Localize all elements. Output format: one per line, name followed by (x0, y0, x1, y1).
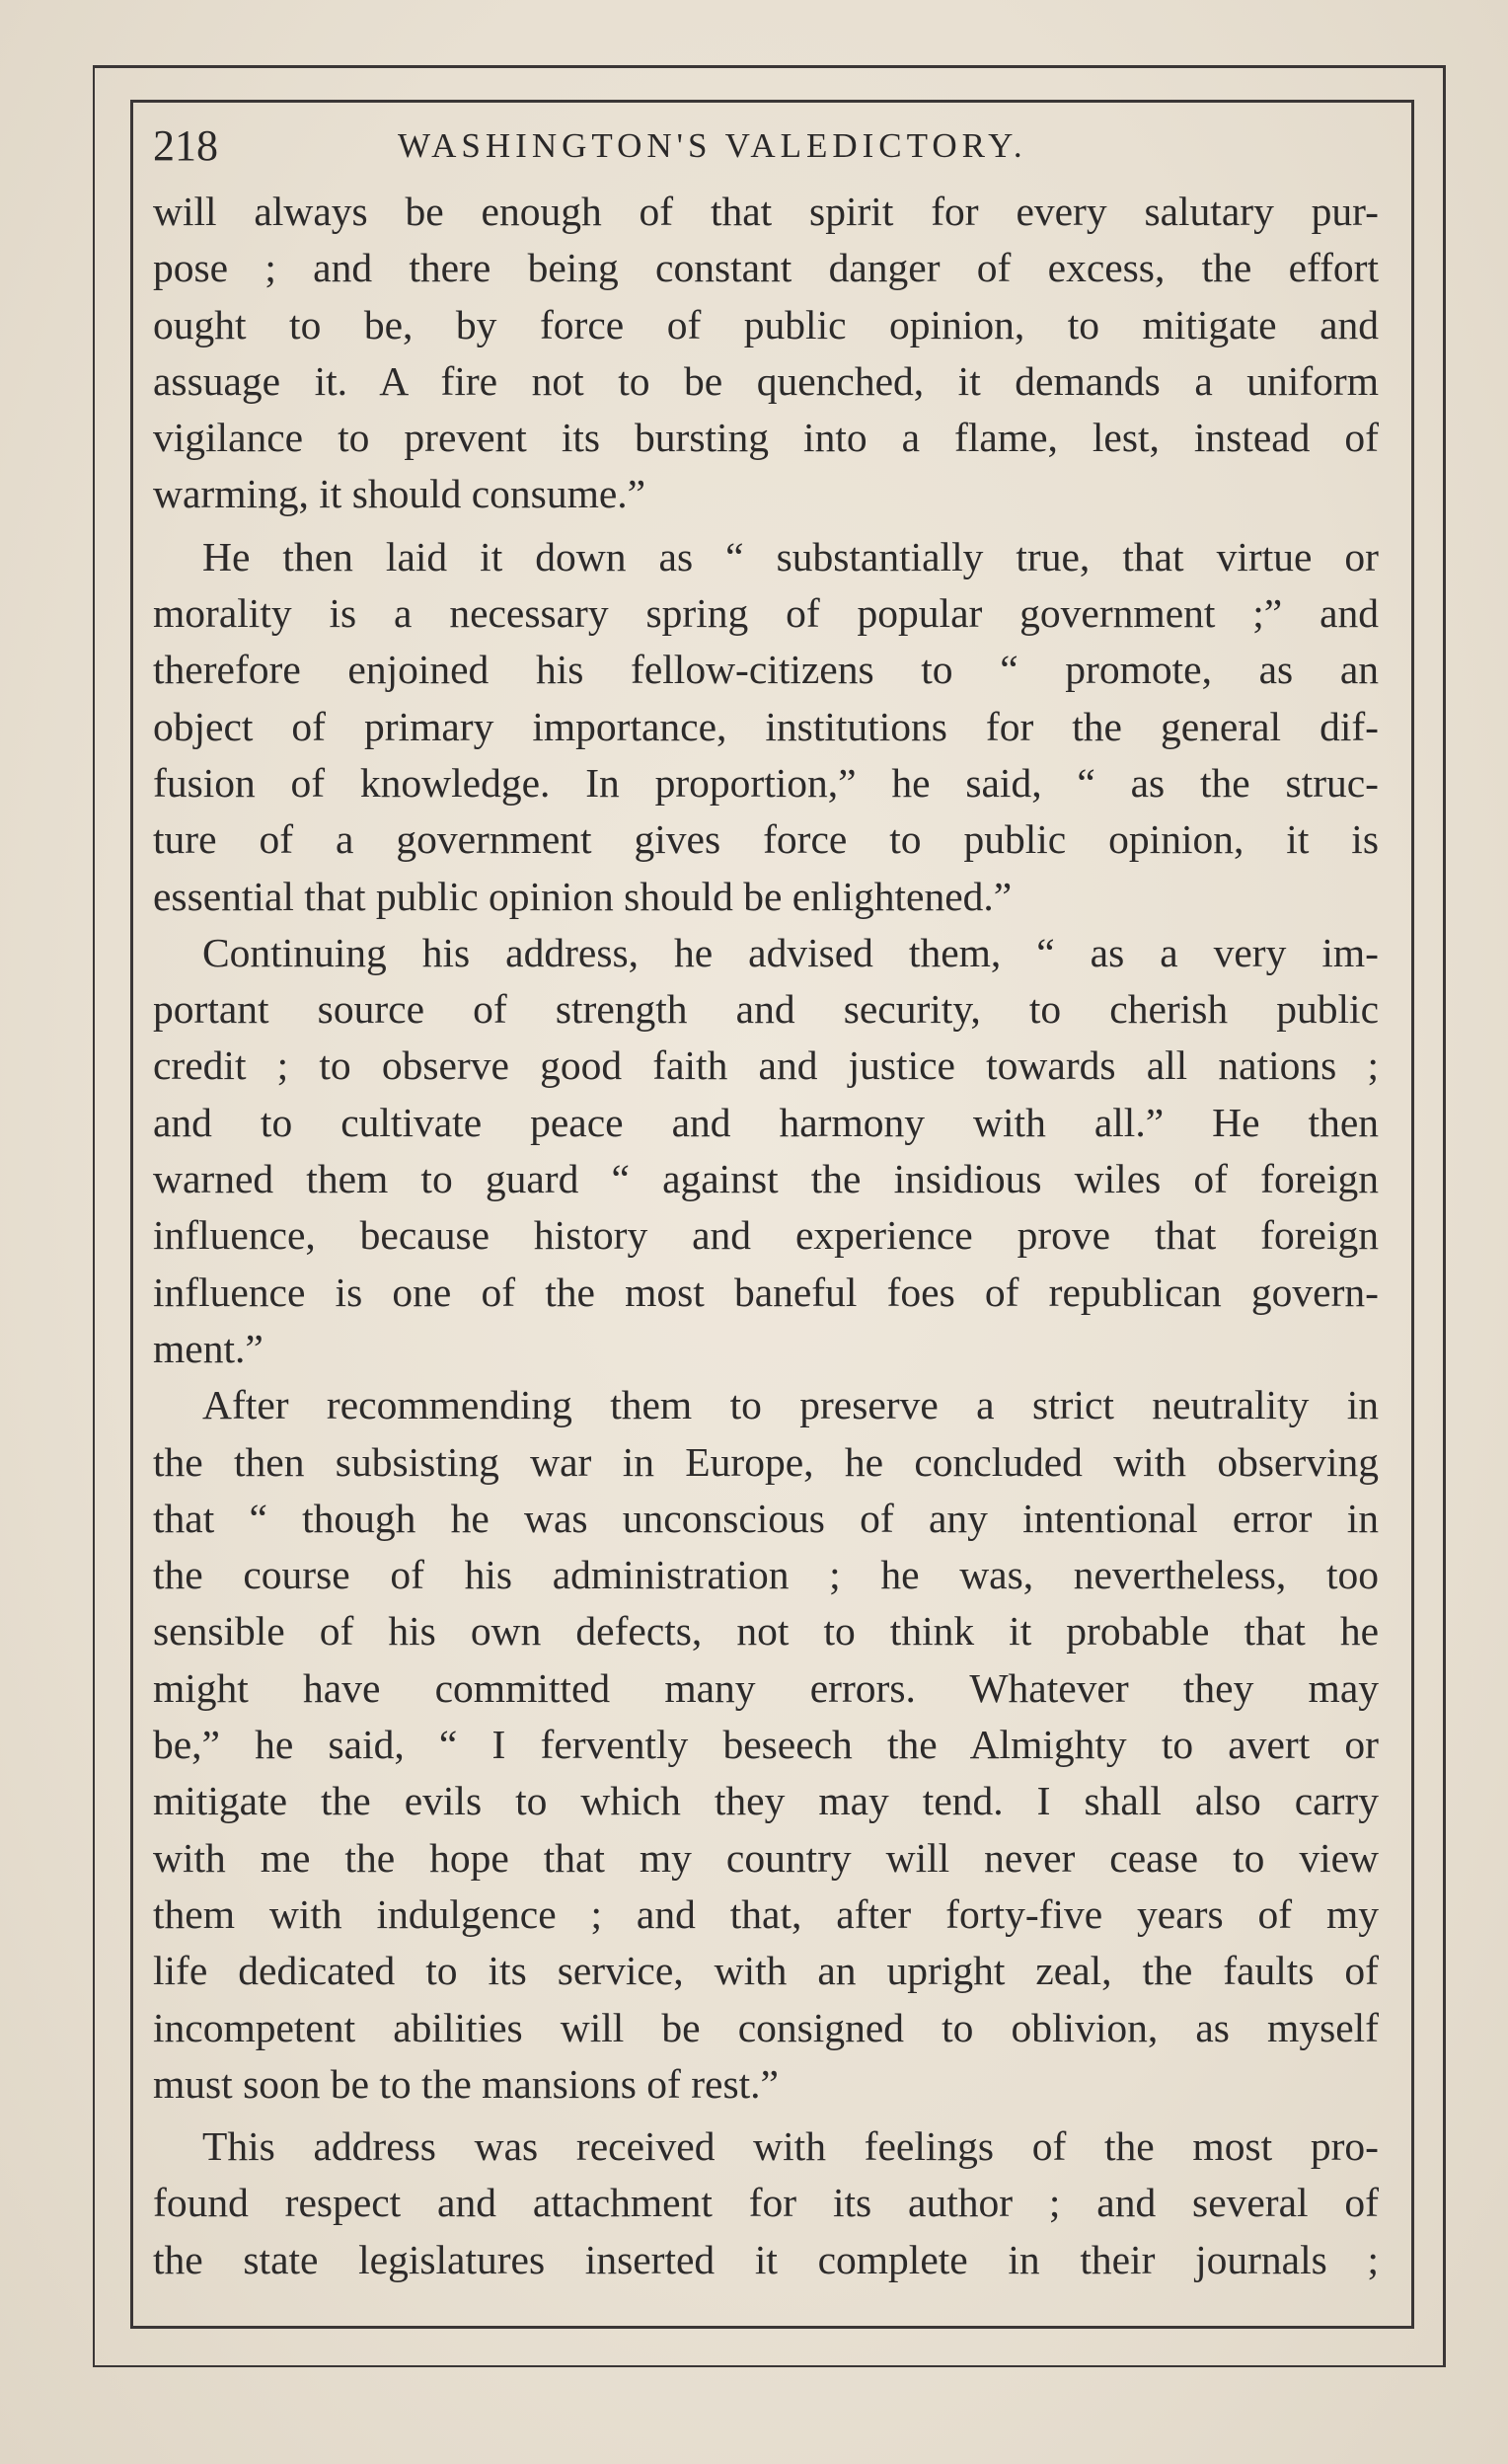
text-line: morality is a necessary spring of popular government ;” and (153, 590, 1379, 637)
text-line: with me the hope that my country will never cease to view (153, 1834, 1379, 1881)
page-number: 218 (153, 121, 218, 170)
text-line: incompetent abilities will be consigned to oblivion, as myself (153, 2004, 1379, 2050)
inner-border-bottom (130, 2326, 1414, 2329)
text-line: warned them to guard “ against the insidious wiles of foreign (153, 1156, 1379, 1202)
text-line: He then laid it down as “ substantially true, that virtue or (202, 533, 1379, 579)
text-line: warming, it should consume.” (153, 471, 646, 517)
text-line: will always be enough of that spirit for every salutary pur- (153, 189, 1379, 234)
text-line: This address was received with feelings of the most pro- (202, 2123, 1379, 2170)
text-line: influence is one of the most baneful foes of republican govern- (153, 1269, 1379, 1315)
text-line: pose ; and there being constant danger of excess, the effort (153, 245, 1379, 291)
outer-border-left (93, 65, 95, 2367)
outer-border-bottom (93, 2365, 1445, 2367)
outer-border-right (1443, 65, 1446, 2367)
text-line: the then subsisting war in Europe, he concluded with observing (153, 1438, 1379, 1485)
text-line: might have committed many errors. Whatever they may (153, 1664, 1379, 1711)
text-line: After recommending them to preserve a strict neutrality in (202, 1382, 1379, 1428)
text-line: and to cultivate peace and harmony with all.” He then (153, 1099, 1379, 1145)
text-line: that “ though he was unconscious of any intentional error in (153, 1495, 1379, 1541)
text-line: therefore enjoined his fellow-citizens to “ promote, as an (153, 647, 1379, 693)
text-line: life dedicated to its service, with an upright zeal, the faults of (153, 1948, 1379, 1994)
text-line: Continuing his address, he advised them, “ as a very im- (202, 929, 1379, 975)
inner-border-left (130, 100, 133, 2329)
text-line: ture of a government gives force to public opinion, it is (153, 816, 1379, 863)
inner-border-top (130, 100, 1414, 103)
text-line: ment.” (153, 1325, 264, 1371)
text-line: mitigate the evils to which they may tend. I shall also carry (153, 1778, 1379, 1824)
text-line: be,” he said, “ I fervently beseech the Almighty to avert or (153, 1722, 1379, 1768)
page-header (153, 116, 1377, 176)
text-line: them with indulgence ; and that, after forty-five years of my (153, 1890, 1379, 1937)
text-line: credit ; to observe good faith and justice towards all nations ; (153, 1042, 1379, 1089)
text-line: found respect and attachment for its author ; and several of (153, 2180, 1379, 2226)
text-line: the course of his administration ; he was, nevertheless, too (153, 1552, 1379, 1598)
inner-border-right (1411, 100, 1414, 2329)
text-line: must soon be to the mansions of rest.” (153, 2060, 779, 2107)
text-line: ought to be, by force of public opinion, to mitigate and (153, 301, 1379, 347)
text-line: essential that public opinion should be enlightened.” (153, 873, 1013, 919)
text-line: fusion of knowledge. In proportion,” he said, “ as the struc- (153, 759, 1379, 806)
text-line: influence, because history and experience prove that foreign (153, 1212, 1379, 1259)
text-line: vigilance to prevent its bursting into a flame, lest, instead of (153, 415, 1379, 461)
text-line: assuage it. A fire not to be quenched, it demands a uniform (153, 357, 1379, 404)
running-head: WASHINGTON'S VALEDICTORY. (398, 126, 1027, 165)
outer-border-top (93, 65, 1445, 68)
text-line: the state legislatures inserted it complete in their journals ; (153, 2236, 1379, 2282)
text-line: object of primary importance, institutions for the general dif- (153, 703, 1379, 749)
text-line: sensible of his own defects, not to think it probable that he (153, 1608, 1379, 1655)
text-line: portant source of strength and security, to cherish public (153, 986, 1379, 1033)
body-text (153, 184, 1379, 2288)
